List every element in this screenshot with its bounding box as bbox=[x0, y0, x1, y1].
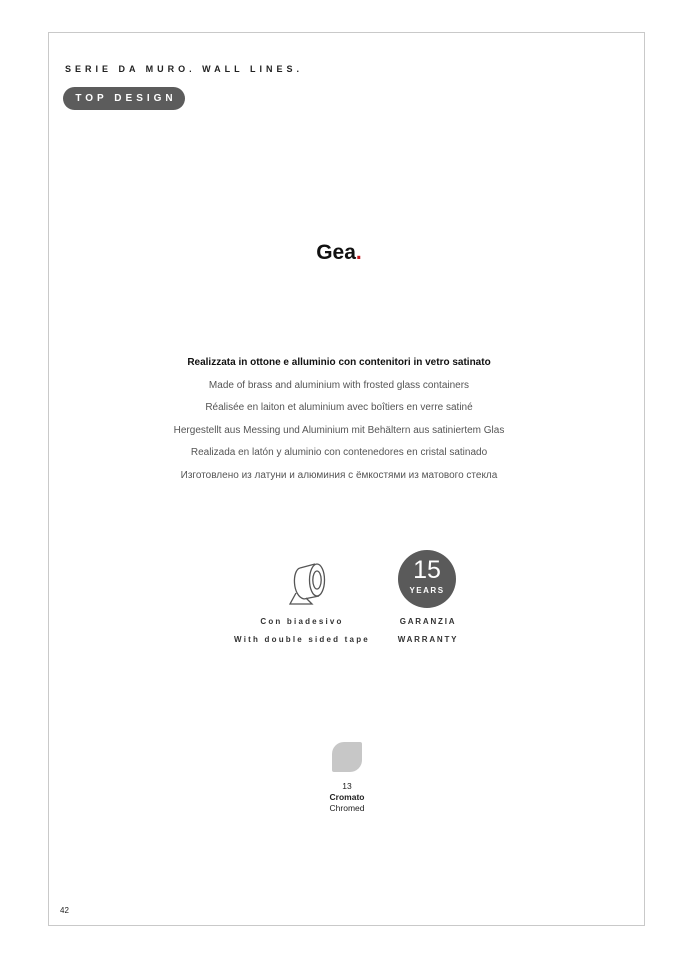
tape-label-italian: Con biadesivo bbox=[260, 617, 344, 626]
warranty-years-number: 15 bbox=[413, 556, 441, 584]
finish-name-english: Chromed bbox=[329, 803, 365, 813]
description-french: Réalisée en laiton et aluminium avec boîtiers en verre satiné bbox=[205, 402, 473, 414]
description-german: Hergestellt aus Messing und Aluminium mit Behältern aus satiniertem Glas bbox=[173, 424, 505, 436]
product-name: Gea bbox=[316, 241, 356, 264]
page-number: 42 bbox=[60, 906, 69, 915]
finish-name-italian: Cromato bbox=[329, 792, 365, 802]
warranty-badge bbox=[398, 550, 456, 608]
top-design-badge: TOP DESIGN bbox=[63, 87, 185, 110]
finish-code: 13 bbox=[342, 781, 352, 791]
product-name-dot: . bbox=[355, 241, 362, 264]
finish-swatch-chromed bbox=[332, 742, 362, 772]
series-heading: SERIE DA MURO. WALL LINES. bbox=[65, 64, 304, 74]
product-title bbox=[0, 241, 678, 265]
description-italian: Realizzata in ottone e alluminio con contenitori in vetro satinato bbox=[187, 357, 491, 368]
warranty-years-unit: YEARS bbox=[409, 586, 445, 595]
warranty-label-italian: GARANZIA bbox=[399, 617, 457, 626]
description-block bbox=[0, 355, 678, 491]
warranty-label-english: WARRANTY bbox=[397, 635, 459, 644]
description-russian: Изготовлено из латуни и алюминия с ёмкостями из матового стекла bbox=[180, 469, 498, 481]
tape-label-english: With double sided tape bbox=[234, 635, 370, 644]
description-english: Made of brass and aluminium with frosted glass containers bbox=[208, 379, 470, 391]
double-sided-tape-icon bbox=[286, 560, 330, 608]
description-spanish: Realizada en latón y aluminio con contenedores en cristal satinado bbox=[190, 447, 488, 459]
